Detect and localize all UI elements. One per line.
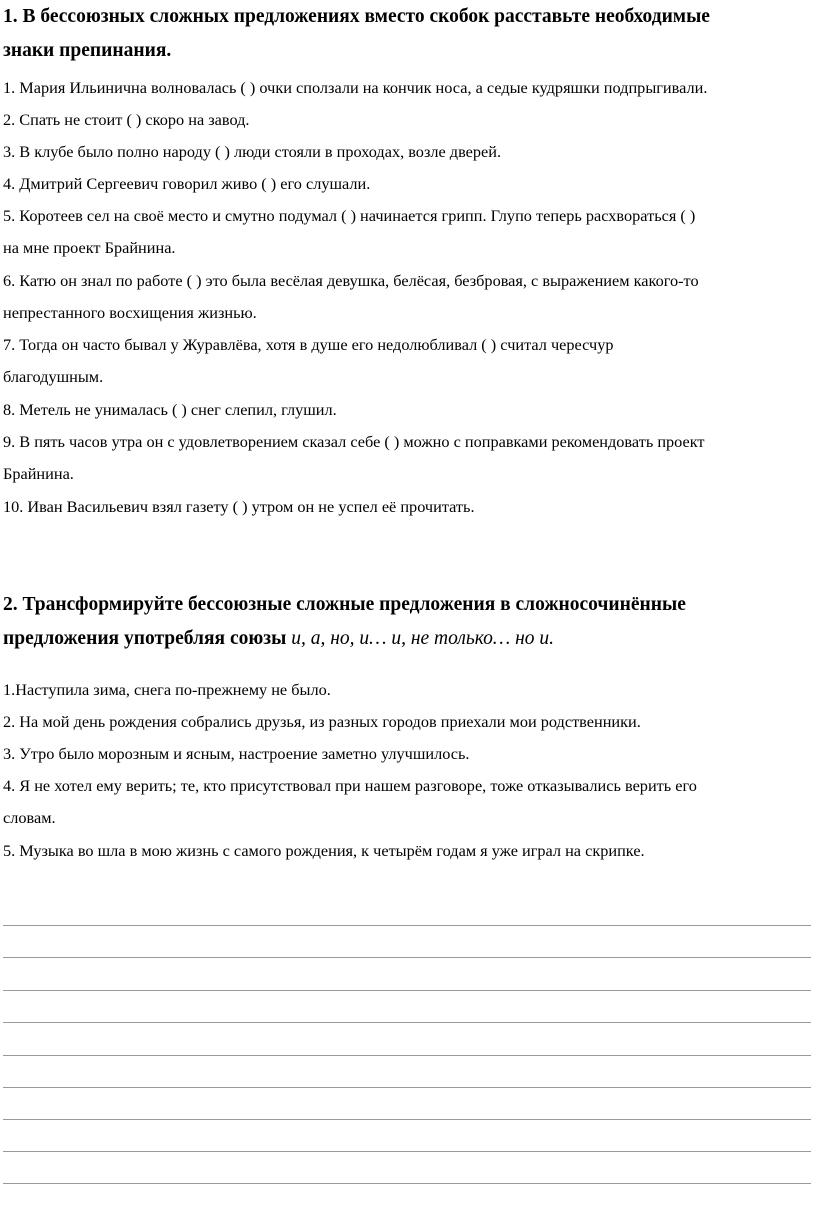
item-line: 9. В пять часов утра он с удовлетворением сказал себе ( ) можно с поправками рекомендовать проект (3, 432, 705, 451)
task2-item-5 (3, 835, 813, 867)
task1-item-6 (3, 265, 813, 329)
task1-item-1 (3, 72, 813, 104)
task1-item-8 (3, 394, 813, 426)
answer-line[interactable] (3, 1183, 811, 1184)
task1-item-2 (3, 104, 813, 136)
task1-item-5 (3, 200, 813, 264)
item-line: 2. На мой день рождения собрались друзья, из разных городов приехали мои родственники. (3, 712, 641, 731)
item-line: 8. Метель не унималась ( ) снег слепил, глушил. (3, 400, 337, 419)
task2-item-3 (3, 738, 813, 770)
item-line: 10. Иван Васильевич взял газету ( ) утром он не успел её прочитать. (3, 497, 475, 516)
task1-item-3 (3, 136, 813, 168)
item-line: 1. Мария Ильинична волновалась ( ) очки сползали на кончик носа, а седые кудряшки подпрыгивали. (3, 78, 708, 97)
item-line: 3. В клубе было полно народу ( ) люди стояли в проходах, возле дверей. (3, 142, 502, 161)
item-line: 6. Катю он знал по работе ( ) это была весёлая девушка, белёсая, безбровая, с выражением какого-то (3, 271, 699, 290)
answer-line[interactable] (3, 1087, 811, 1088)
task2-title-line1: 2. Трансформируйте бессоюзные сложные предложения в сложносочинённые (3, 594, 686, 615)
task1-item-9 (3, 426, 813, 490)
task2-title-bold: предложения употребляя союзы (3, 628, 292, 649)
answer-line[interactable] (3, 1151, 811, 1152)
answer-line[interactable] (3, 990, 811, 991)
item-line: 2. Спать не стоит ( ) скоро на завод. (3, 110, 250, 129)
task1-title-line2: знаки препинания. (3, 40, 172, 61)
task1-item-4 (3, 168, 813, 200)
item-line: на мне проект Брайнина. (3, 238, 176, 258)
item-line: 7. Тогда он часто бывал у Журавлёва, хотя в душе его недолюбливал ( ) считал чересчур (3, 335, 614, 354)
task1-title-line1: 1. В бессоюзных сложных предложениях вместо скобок расставьте необходимые (3, 6, 710, 27)
item-line: 3. Утро было морозным и ясным, настроение заметно улучшилось. (3, 744, 470, 763)
task2-item-4 (3, 770, 813, 834)
task2-conjunctions: и, а, но, и… и, не только… но и. (291, 628, 555, 649)
answer-line[interactable] (3, 957, 811, 958)
task1-item-7 (3, 329, 813, 393)
item-line: 4. Я не хотел ему верить; те, кто присутствовал при нашем разговоре, тоже отказывались верить его (3, 776, 697, 795)
item-line: 5. Коротеев сел на своё место и смутно подумал ( ) начинается грипп. Глупо теперь расхвораться ( ) (3, 206, 696, 225)
answer-line[interactable] (3, 1022, 811, 1023)
item-line: 4. Дмитрий Сергеевич говорил живо ( ) его слушали. (3, 174, 371, 193)
answer-line[interactable] (3, 925, 811, 926)
item-line: Брайнина. (3, 464, 74, 484)
task2-item-1 (3, 674, 813, 706)
answer-line[interactable] (3, 1055, 811, 1056)
item-line: непрестанного восхищения жизнью. (3, 303, 257, 323)
item-line: 5. Музыка во шла в мою жизнь с самого рождения, к четырём годам я уже играл на скрипке. (3, 841, 645, 860)
task2-title (3, 588, 811, 656)
task2-item-2 (3, 706, 813, 738)
item-line: словам. (3, 808, 56, 828)
task2-title-line2 (3, 622, 811, 656)
task1-item-10 (3, 491, 813, 523)
task1-title (3, 0, 811, 68)
item-line: 1.Наступила зима, снега по-прежнему не было. (3, 680, 331, 699)
item-line: благодушным. (3, 367, 104, 387)
answer-line[interactable] (3, 1119, 811, 1120)
